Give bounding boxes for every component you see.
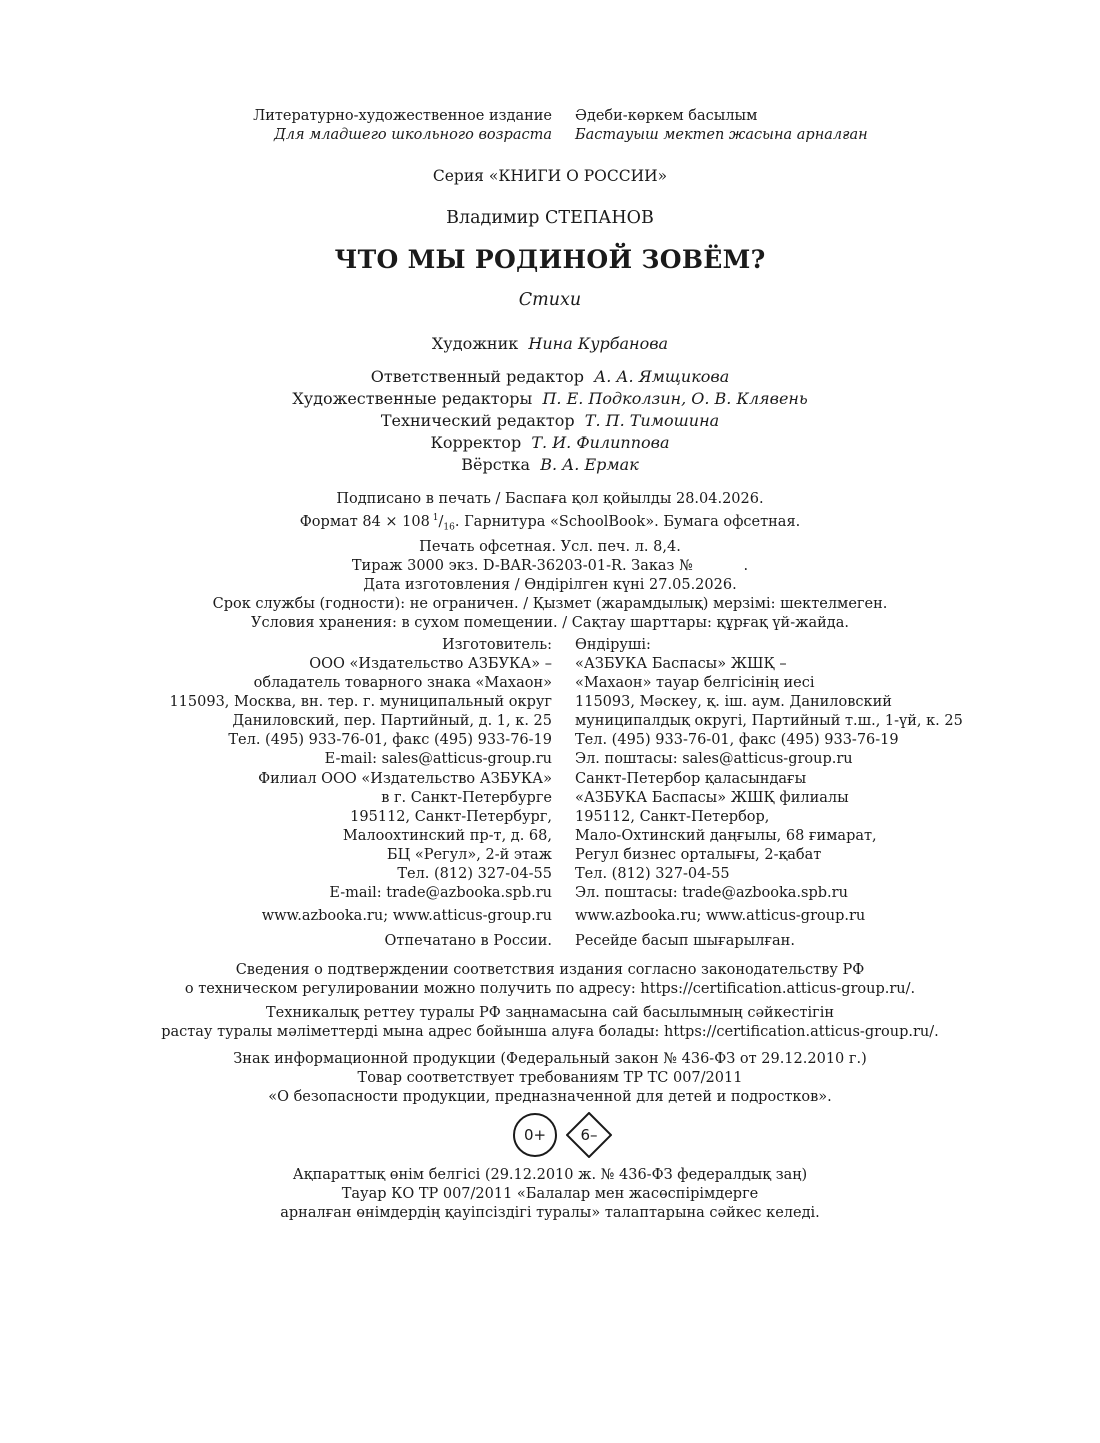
print-info (0, 490, 1100, 633)
print-run: Тираж 3000 экз. D-BAR-36203-01-R. Заказ № . (351, 557, 749, 574)
credit-name: А. А. Ямщикова (594, 367, 730, 386)
manufacturer-kz-line: 115093, Мәскеу, қ. іш. аум. Даниловский (575, 694, 892, 710)
branch-kz-line: Эл. поштасы: trade@azbooka.spb.ru (575, 885, 848, 901)
branch-ru-line: Малоохтинский пр-т, д. 68, (342, 828, 552, 844)
credit-name: В. А. Ермак (540, 455, 639, 474)
cert-kz-line: Техникалық реттеу туралы РФ заңнамасына сай басылымның сәйкестігін (265, 1005, 835, 1021)
manufacturer-ru-line: Изготовитель: (441, 637, 552, 653)
series-line: Серия «КНИГИ О РОССИИ» (432, 167, 668, 185)
credit-line (0, 432, 1100, 454)
credits-block (0, 366, 1100, 476)
author-name: Владимир СТЕПАНОВ (446, 208, 654, 228)
info-sign-ru (0, 1050, 1100, 1107)
info-sign-kz (0, 1166, 1100, 1223)
branch-kz-line: Регул бизнес орталығы, 2-қабат (575, 847, 822, 863)
format-prefix: Формат 84 × 108 (299, 513, 430, 530)
kz-sign-line: Тауар КО ТР 007/2011 «Балалар мен жасөспірімдерге (341, 1186, 759, 1202)
manufacturer-ru-line: Даниловский, пер. Партийный, д. 1, к. 25 (232, 713, 552, 729)
certification-kz (0, 1004, 1100, 1042)
manufacturer-ru-line: обладатель товарного знака «Махаон» (253, 675, 552, 691)
manufacturer-kz-line: Эл. поштасы: sales@atticus-group.ru (575, 751, 853, 767)
manufacturer-ru-line: 115093, Москва, вн. тер. г. муниципальный округ (169, 694, 552, 710)
cert-kz-line: растау туралы мәліметтерді мына адрес бойынша алуға болады: https://certification.atticus-group.ru/. (161, 1024, 939, 1040)
format-suffix: . Гарнитура «SchoolBook». Бумага офсетная. (454, 513, 801, 530)
age-rating-circle-icon (513, 1113, 557, 1157)
header-left-line1: Литературно-художественное издание (253, 108, 552, 124)
web-kz: www.azbooka.ru; www.atticus-group.ru (575, 908, 866, 924)
sign-line: Товар соответствует требованиям ТР ТС 007/2011 (357, 1070, 743, 1086)
kz-sign-line: арналған өнімдердің қауіпсіздігі туралы» талаптарына сәйкес келеді. (280, 1205, 820, 1221)
credit-line (0, 454, 1100, 476)
branch-kz (575, 770, 877, 903)
cert-ru-line: Сведения о подтверждении соответствия издания согласно законодательству РФ (235, 962, 865, 978)
sign-line: «О безопасности продукции, предназначенной для детей и подростков». (268, 1089, 832, 1105)
credit-line (0, 366, 1100, 388)
manufacturer-ru (169, 636, 552, 769)
manufacturer-kz-line: Тел. (495) 933-76-01, факс (495) 933-76-19 (575, 732, 899, 748)
branch-ru-line: БЦ «Регул», 2-й этаж (386, 847, 552, 863)
credit-role: Вёрстка (461, 455, 531, 474)
header-right-line2: Бастауыш мектеп жасына арналған (575, 127, 868, 143)
header-left (253, 107, 552, 145)
print-storage: Условия хранения: в сухом помещении. / Сақтау шарттары: құрғақ үй-жайда. (251, 614, 849, 631)
branch-kz-line: Тел. (812) 327-04-55 (575, 866, 730, 882)
print-shelf-life: Срок службы (годности): не ограничен. / Қызмет (жарамдылық) мерзімі: шектелмеген. (212, 595, 888, 612)
manufacturer-ru-line: Тел. (495) 933-76-01, факс (495) 933-76-19 (228, 732, 552, 748)
manufacturer-kz-line: Өндіруші: (575, 637, 651, 653)
artist-line (0, 333, 1100, 355)
credit-role: Технический редактор (380, 411, 575, 430)
credit-role: Художественные редакторы (292, 389, 533, 408)
branch-kz-line: 195112, Санкт-Петербор, (575, 809, 770, 825)
cert-ru-line: о техническом регулировании можно получить по адресу: https://certification.atticus-group.ru/. (184, 981, 916, 997)
book-title: ЧТО МЫ РОДИНОЙ ЗОВЁМ? (334, 245, 766, 274)
print-type: Печать офсетная. Усл. печ. л. 8,4. (419, 538, 681, 555)
credit-role: Ответственный редактор (370, 367, 584, 386)
manufacturer-kz-line: «АЗБУКА Баспасы» ЖШҚ – (575, 656, 787, 672)
header-left-line2: Для младшего школьного возраста (273, 127, 552, 143)
credit-name: П. Е. Подколзин, О. В. Клявень (542, 389, 808, 408)
format-num: 1 (432, 513, 439, 523)
manufacturer-kz-line: «Махаон» тауар белгісінің иесі (575, 675, 815, 691)
artist-role: Художник (431, 334, 519, 353)
printed-ru: Отпечатано в России. (384, 933, 552, 949)
book-subtitle: Стихи (518, 290, 582, 310)
sign-line: Знак информационной продукции (Федеральный закон № 436-ФЗ от 29.12.2010 г.) (233, 1051, 867, 1067)
branch-ru-line: Тел. (812) 327-04-55 (397, 866, 552, 882)
branch-kz-line: Мало-Охтинский даңғылы, 68 ғимарат, (575, 828, 877, 844)
branch-kz-line: Санкт-Петербор қаласындағы (575, 771, 807, 787)
branch-ru-line: E-mail: trade@azbooka.spb.ru (329, 885, 552, 901)
branch-kz-line: «АЗБУКА Баспасы» ЖШҚ филиалы (575, 790, 849, 806)
web-ru: www.azbooka.ru; www.atticus-group.ru (261, 908, 552, 924)
age-circle-label: 0+ (523, 1126, 547, 1144)
credit-name: Т. И. Филиппова (531, 433, 670, 452)
age-diamond-label: 6– (580, 1126, 598, 1144)
credit-line (0, 410, 1100, 432)
branch-ru-line: Филиал ООО «Издательство АЗБУКА» (258, 771, 552, 787)
print-signed: Подписано в печать / Баспаға қол қойылды 28.04.2026. (336, 491, 764, 507)
manufacturer-kz (575, 636, 963, 769)
branch-ru-line: в г. Санкт-Петербурге (381, 790, 552, 806)
kz-sign-line: Ақпараттық өнім белгісі (29.12.2010 ж. № 436-ФЗ федералдық заң) (292, 1167, 808, 1183)
format-den: 16 (443, 522, 455, 533)
age-rating-diamond-icon (566, 1112, 612, 1158)
credit-line (0, 388, 1100, 410)
credit-role: Корректор (430, 433, 522, 452)
printed-kz: Ресейде басып шығарылған. (575, 933, 795, 949)
print-date: Дата изготовления / Өндірілген күні 27.05.2026. (363, 576, 737, 593)
print-format: Формат 84 × 108 $^1/_{16}$. Гарнитура «SchoolBook». Бумага офсетная. (299, 513, 801, 533)
manufacturer-ru-line: E-mail: sales@atticus-group.ru (324, 751, 552, 767)
credit-name: Т. П. Тимошина (584, 411, 720, 430)
header-right (575, 107, 868, 145)
header-right-line1: Әдеби-көркем басылым (575, 108, 758, 124)
manufacturer-kz-line: муниципалдық округі, Партийный т.ш., 1-үй, к. 25 (575, 713, 963, 729)
branch-ru (258, 770, 552, 903)
artist-name: Нина Курбанова (528, 334, 669, 353)
certification-ru (0, 961, 1100, 999)
branch-ru-line: 195112, Санкт-Петербург, (350, 809, 552, 825)
manufacturer-ru-line: ООО «Издательство АЗБУКА» – (309, 656, 552, 672)
